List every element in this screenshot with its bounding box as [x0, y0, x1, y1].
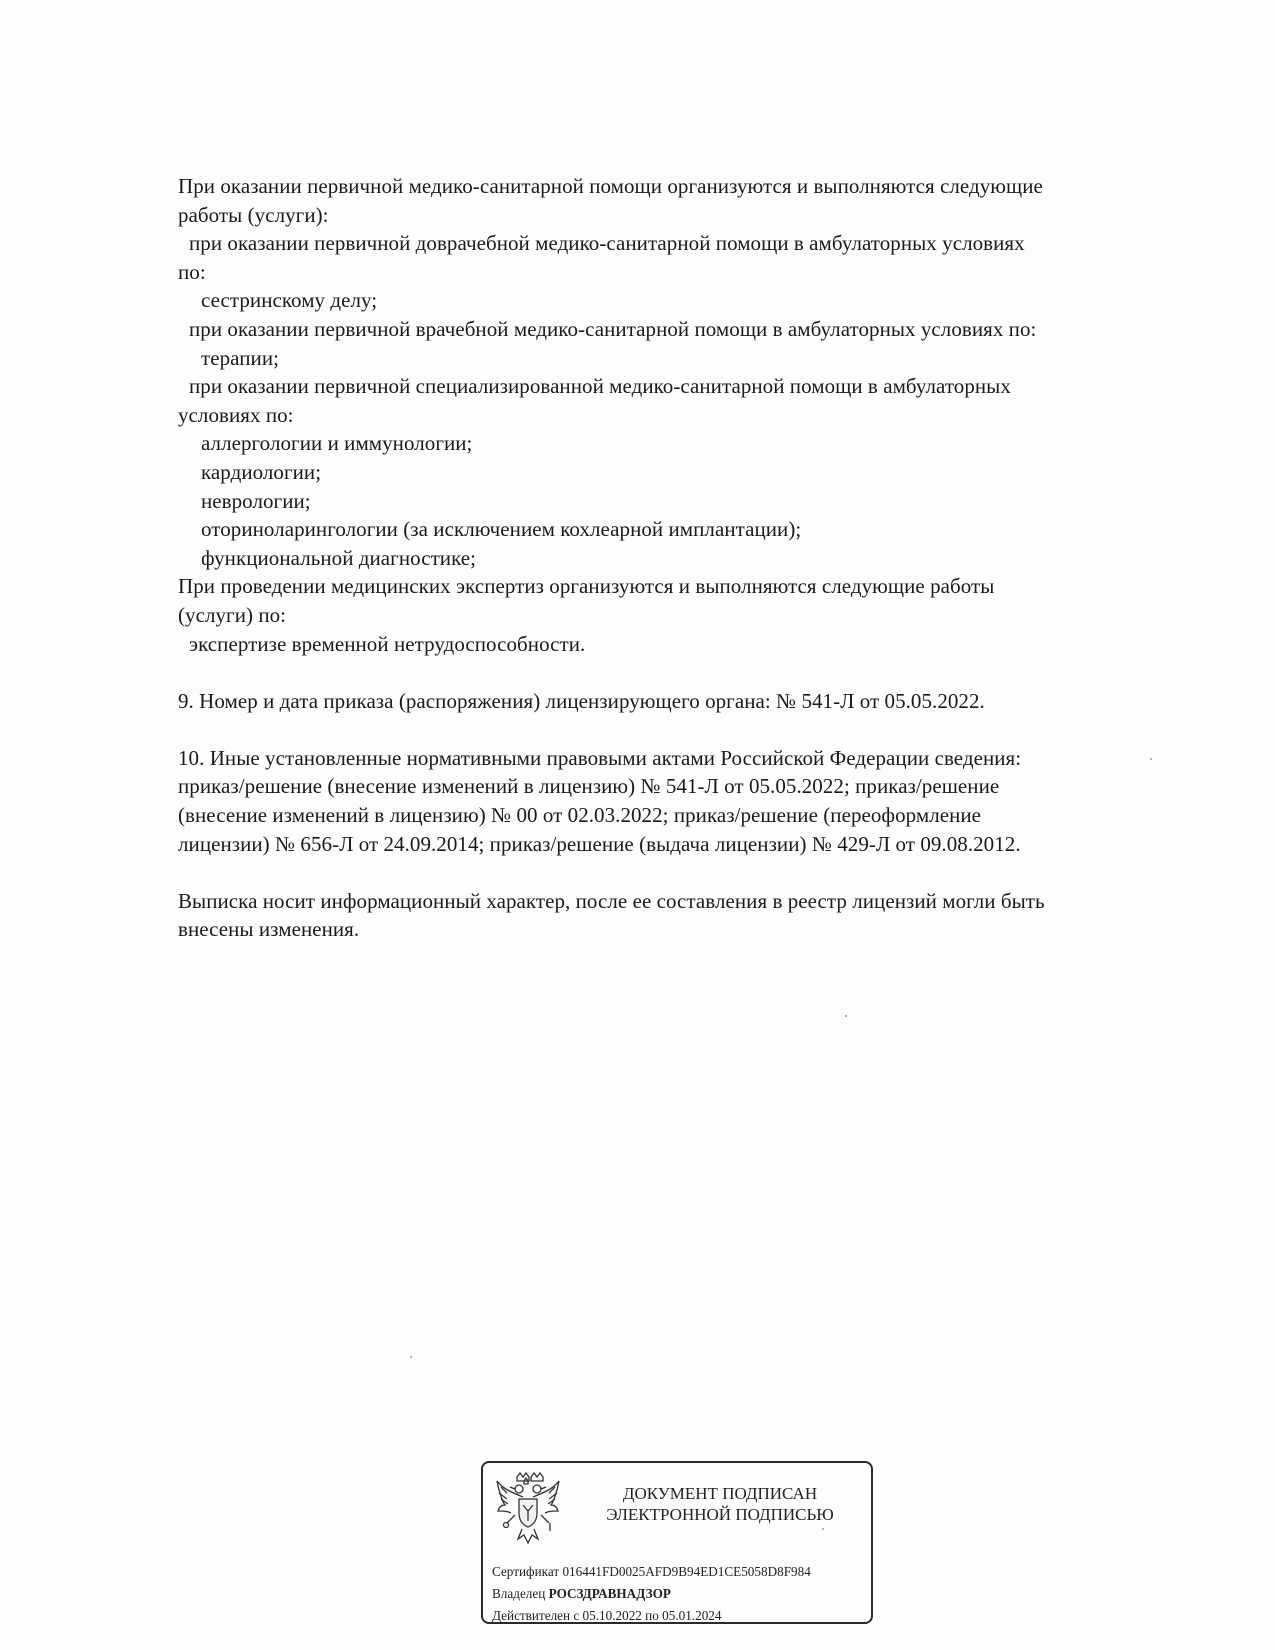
owner-line [492, 1583, 811, 1605]
document-line: Выписка носит информационный характер, после ее составления в реестр лицензий могли быть [178, 888, 1045, 913]
valid-label: Действителен с [492, 1608, 580, 1623]
document-line: 10. Иные установленные нормативными правовыми актами Российской Федерации сведения: [178, 745, 1022, 770]
owner-label: Владелец [492, 1586, 546, 1601]
paragraph-gap [178, 858, 1178, 887]
document-line: приказ/решение (внесение изменений в лицензию) № 541-Л от 05.05.2022; приказ/решение [178, 774, 1000, 799]
certificate-label: Сертификат [492, 1564, 560, 1579]
document-line: неврологии; [201, 488, 311, 513]
valid-to-label: по [645, 1608, 659, 1623]
scan-speck [1150, 758, 1152, 760]
stamp-details [492, 1561, 811, 1627]
document-line: функциональной диагностике; [201, 545, 477, 570]
document-line: экспертизе временной нетрудоспособности. [189, 631, 586, 656]
document-line: при оказании первичной врачебной медико-санитарной помощи в амбулаторных условиях по: [189, 316, 1037, 341]
document-line: кардиологии; [201, 459, 322, 484]
paragraph-gap [178, 658, 1178, 687]
document-line: (услуги) по: [178, 602, 287, 627]
valid-from: 05.10.2022 [582, 1608, 642, 1623]
certificate-line [492, 1561, 811, 1583]
certificate-value: 016441FD0025AFD9B94ED1CE5058D8F984 [562, 1564, 811, 1579]
electronic-signature-stamp [481, 1461, 873, 1624]
document-body [178, 172, 1178, 944]
scan-speck [822, 1528, 824, 1530]
document-line: оториноларингологии (за исключением кохлеарной имплантации); [201, 517, 802, 542]
document-line: лицензии) № 656-Л от 24.09.2014; приказ/решение (выдача лицензии) № 429-Л от 09.08.2012. [178, 831, 1021, 856]
document-line: При проведении медицинских экспертиз организуются и выполняются следующие работы [178, 574, 995, 599]
valid-to: 05.01.2024 [662, 1608, 722, 1623]
document-line: При оказании первичной медико-санитарной помощи организуются и выполняются следующие [178, 174, 1043, 198]
document-line: условиях по: [178, 402, 294, 427]
document-line: сестринскому делу; [201, 288, 378, 313]
document-line: по: [178, 259, 206, 284]
stamp-title-line2: ЭЛЕКТРОННОЙ ПОДПИСЬЮ [606, 1505, 834, 1524]
russian-eagle-emblem-icon [495, 1471, 561, 1547]
scan-speck [410, 1356, 412, 1358]
validity-line [492, 1605, 811, 1627]
document-line: 9. Номер и дата приказа (распоряжения) лицензирующего органа: № 541-Л от 05.05.2022. [178, 688, 985, 713]
document-line: внесены изменения. [178, 917, 360, 942]
document-line: работы (услуги): [178, 202, 329, 227]
document-line: при оказании первичной доврачебной медико-санитарной помощи в амбулаторных условиях [189, 231, 1025, 256]
document-line: (внесение изменений в лицензию) № 00 от 02.03.2022; приказ/решение (переоформление [178, 803, 982, 828]
document-line: аллергологии и иммунологии; [201, 431, 473, 456]
stamp-title [575, 1483, 865, 1525]
paragraph-gap [178, 715, 1178, 744]
owner-value: РОСЗДРАВНАДЗОР [548, 1586, 671, 1601]
scan-speck [845, 1015, 847, 1017]
document-line: при оказании первичной специализированной медико-санитарной помощи в амбулаторных [189, 374, 1011, 399]
document-line: терапии; [201, 345, 279, 370]
stamp-title-line1: ДОКУМЕНТ ПОДПИСАН [622, 1484, 818, 1503]
